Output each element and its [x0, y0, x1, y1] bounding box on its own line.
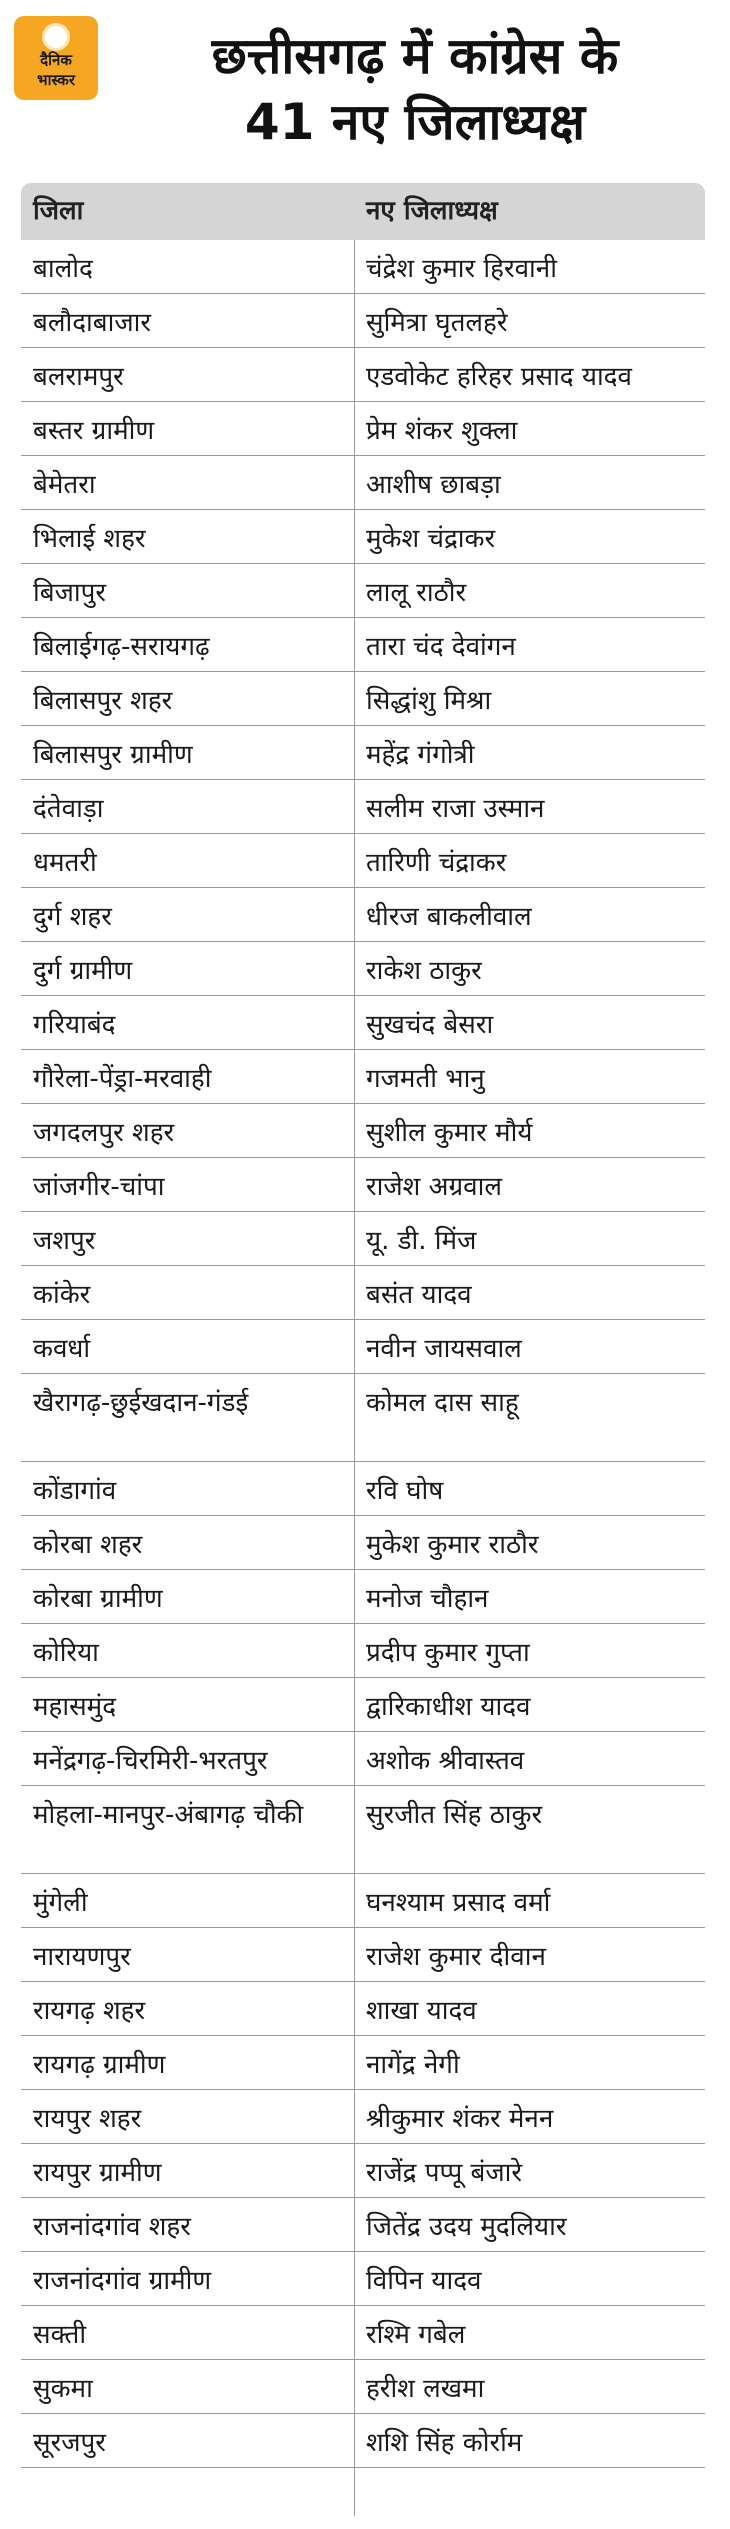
district-cell: गरियाबंद [33, 1010, 116, 1040]
district-cell: जशपुर [33, 1226, 96, 1256]
district-cell: कवर्धा [33, 1334, 91, 1364]
president-cell: सुरजीत सिंह ठाकुर [366, 1800, 543, 1830]
table-row [21, 1786, 705, 1874]
president-cell: चंद्रेश कुमार हिरवानी [366, 254, 557, 284]
table-row [21, 2036, 705, 2090]
dainik-bhaskar-logo [14, 16, 98, 100]
table-row [21, 1320, 705, 1374]
president-cell: राजेश कुमार दीवान [366, 1942, 546, 1972]
table-row [21, 834, 705, 888]
table-row [21, 780, 705, 834]
district-cell: भिलाई शहर [33, 524, 146, 554]
table-row [21, 2414, 705, 2468]
president-cell: मनोज चौहान [366, 1584, 489, 1614]
president-cell: जितेंद्र उदय मुदलियार [366, 2212, 567, 2242]
logo-text-line1: दैनिक [40, 51, 72, 69]
headline-line1: छत्तीसगढ़ में कांग्रेस के [211, 27, 619, 85]
president-cell: आशीष छाबड़ा [366, 470, 501, 500]
district-cell: राजनांदगांव शहर [33, 2212, 191, 2242]
district-cell: दुर्ग शहर [33, 902, 112, 932]
table-row [21, 1874, 705, 1928]
table-row [21, 1732, 705, 1786]
table-row [21, 1212, 705, 1266]
district-cell: बिजापुर [33, 578, 107, 608]
president-cell: शाखा यादव [366, 1996, 477, 2026]
table-row [21, 2360, 705, 2414]
president-cell: रश्मि गबेल [366, 2320, 466, 2350]
table-row [21, 2198, 705, 2252]
district-cell: कोरबा शहर [33, 1530, 143, 1560]
district-cell: महासमुंद [33, 1692, 117, 1722]
table-header [21, 183, 705, 240]
district-cell: धमतरी [33, 848, 97, 878]
table-row [21, 1624, 705, 1678]
president-cell: सुखचंद बेसरा [366, 1010, 494, 1040]
table-row [21, 1374, 705, 1462]
table-row [21, 1462, 705, 1516]
table-row [21, 618, 705, 672]
district-cell: बलौदाबाजार [33, 308, 151, 338]
district-cell: सक्ती [33, 2320, 87, 2350]
district-cell: मनेंद्रगढ़-चिरमिरी-भरतपुर [33, 1746, 268, 1776]
table-row [21, 1104, 705, 1158]
president-cell: गजमती भानु [366, 1064, 485, 1094]
president-cell: तारा चंद देवांगन [366, 632, 516, 662]
district-cell: सूरजपुर [33, 2428, 106, 2458]
president-cell: बसंत यादव [366, 1280, 472, 1310]
district-cell: बस्तर ग्रामीण [33, 416, 155, 446]
table-row [21, 942, 705, 996]
header-president: नए जिलाध्यक्ष [366, 196, 498, 226]
president-cell: विपिन यादव [366, 2266, 482, 2296]
president-cell: घनश्याम प्रसाद वर्मा [366, 1888, 551, 1918]
district-cell: कोरिया [33, 1638, 99, 1668]
table-row [21, 2306, 705, 2360]
district-cell: बलरामपुर [33, 362, 124, 392]
table-row [21, 456, 705, 510]
logo-text-line2: भास्कर [37, 71, 75, 89]
district-cell: बिलाईगढ़-सरायगढ़ [33, 632, 210, 662]
table-row [21, 348, 705, 402]
table-row [21, 564, 705, 618]
president-cell: मुकेश कुमार राठौर [366, 1530, 539, 1560]
district-cell: दंतेवाड़ा [33, 794, 104, 824]
district-cell: मोहला-मानपुर-अंबागढ़ चौकी [33, 1800, 304, 1830]
table-row [21, 888, 705, 942]
district-cell: रायगढ़ ग्रामीण [33, 2050, 166, 2080]
district-cell: राजनांदगांव ग्रामीण [33, 2266, 212, 2296]
president-cell: राकेश ठाकुर [366, 956, 482, 986]
district-president-table [21, 183, 705, 2516]
district-cell: बिलासपुर ग्रामीण [33, 740, 193, 770]
table-row [21, 1678, 705, 1732]
district-cell: रायपुर शहर [33, 2104, 142, 2134]
president-cell: सुमित्रा घृतलहरे [366, 308, 508, 338]
table-row [21, 2144, 705, 2198]
president-cell: लालू राठौर [366, 578, 467, 608]
president-cell: सिद्धांशु मिश्रा [366, 686, 492, 716]
table-row [21, 1266, 705, 1320]
table-row [21, 1982, 705, 2036]
district-cell: बिलासपुर शहर [33, 686, 173, 716]
district-cell: रायपुर ग्रामीण [33, 2158, 162, 2188]
table-row [21, 402, 705, 456]
president-cell: तारिणी चंद्राकर [366, 848, 507, 878]
president-cell: नागेंद्र नेगी [366, 2050, 460, 2080]
table-row [21, 510, 705, 564]
president-cell: महेंद्र गंगोत्री [366, 740, 475, 770]
president-cell: नवीन जायसवाल [366, 1334, 522, 1364]
table-row [21, 1570, 705, 1624]
president-cell: यू. डी. मिंज [366, 1226, 477, 1256]
district-cell: जगदलपुर शहर [33, 1118, 175, 1148]
president-cell: राजेंद्र पप्पू बंजारे [366, 2158, 523, 2188]
president-cell: मुकेश चंद्राकर [366, 524, 496, 554]
president-cell: धीरज बाकलीवाल [366, 902, 532, 932]
table-row [21, 1050, 705, 1104]
table-row [21, 2090, 705, 2144]
president-cell: रवि घोष [366, 1476, 444, 1506]
district-cell: बेमेतरा [33, 470, 96, 500]
district-cell: सुकमा [33, 2374, 93, 2404]
table-row [21, 1516, 705, 1570]
table-row [21, 1158, 705, 1212]
table-row [21, 2252, 705, 2306]
president-cell: श्रीकुमार शंकर मेनन [366, 2104, 554, 2134]
district-cell: कांकेर [33, 1280, 91, 1310]
table-row [21, 996, 705, 1050]
district-cell: कोरबा ग्रामीण [33, 1584, 163, 1614]
president-cell: हरीश लखमा [366, 2374, 485, 2404]
president-cell: द्वारिकाधीश यादव [366, 1692, 531, 1722]
district-cell: दुर्ग ग्रामीण [33, 956, 133, 986]
president-cell: सुशील कुमार मौर्य [366, 1118, 533, 1148]
table-row [21, 672, 705, 726]
president-cell: शशि सिंह कोर्राम [366, 2428, 523, 2458]
table-row [21, 726, 705, 780]
header-district: जिला [33, 196, 84, 226]
district-cell: नारायणपुर [33, 1942, 131, 1972]
district-cell: कोंडागांव [33, 1476, 117, 1506]
district-cell: मुंगेली [33, 1888, 88, 1918]
president-cell: कोमल दास साहू [366, 1388, 519, 1418]
president-cell: अशोक श्रीवास्तव [366, 1746, 525, 1776]
headline-line2: 41 नए जिलाध्यक्ष [244, 93, 586, 151]
district-cell: खैरागढ़-छुईखदान-गंडई [33, 1388, 249, 1418]
table-row [21, 240, 705, 294]
column-divider [354, 240, 355, 2516]
sun-icon [45, 26, 67, 48]
table-body [21, 240, 705, 2468]
president-cell: सलीम राजा उस्मान [366, 794, 545, 824]
table-row [21, 1928, 705, 1982]
president-cell: एडवोकेट हरिहर प्रसाद यादव [366, 362, 632, 392]
district-cell: रायगढ़ शहर [33, 1996, 146, 2026]
district-cell: बालोद [33, 254, 93, 284]
table-row [21, 294, 705, 348]
president-cell: प्रदीप कुमार गुप्ता [366, 1638, 530, 1668]
president-cell: प्रेम शंकर शुक्ला [366, 416, 518, 446]
district-cell: गौरेला-पेंड्रा-मरवाही [33, 1064, 212, 1094]
district-cell: जांजगीर-चांपा [33, 1172, 165, 1202]
president-cell: राजेश अग्रवाल [366, 1172, 502, 1202]
